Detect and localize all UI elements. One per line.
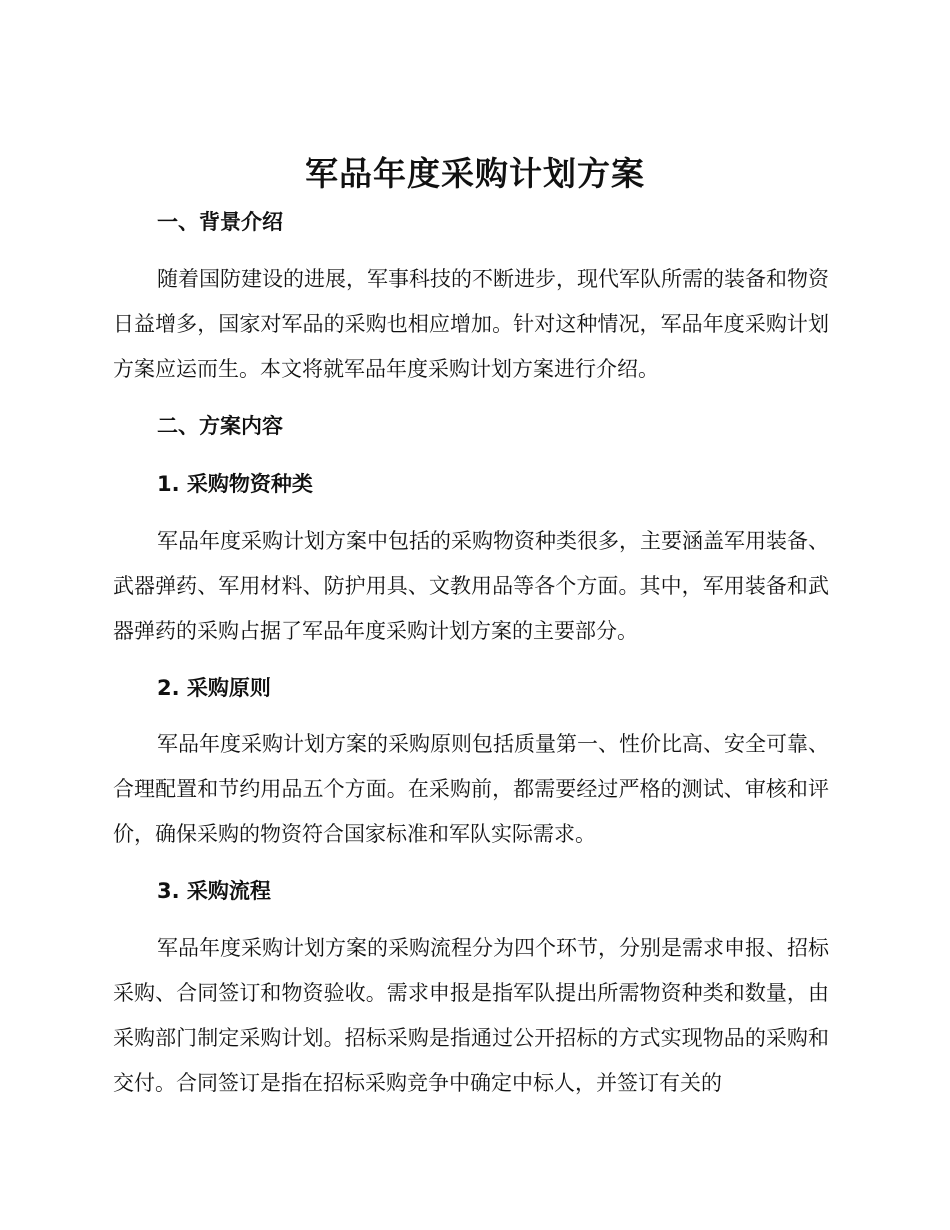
section-heading-background: 一、背景介绍 — [157, 210, 283, 234]
section-heading-procurement-process: 3. 采购流程 — [157, 879, 271, 903]
section-paragraph-procurement-categories: 军品年度采购计划方案中包括的采购物资种类很多，主要涵盖军用装备、武器弹药、军用材料、防护用具、文教用品等各个方面。其中，军用装备和武器弹药的采购占据了军品年度采购计划方案的主要部分。 — [113, 529, 829, 643]
section-heading-plan-content: 二、方案内容 — [157, 414, 283, 438]
document-title: 军品年度采购计划方案 — [305, 154, 645, 193]
section-heading-procurement-principles: 2. 采购原则 — [157, 676, 271, 700]
section-paragraph-procurement-principles: 军品年度采购计划方案的采购原则包括质量第一、性价比高、安全可靠、合理配置和节约用品五个方面。在采购前，都需要经过严格的测试、审核和评价，确保采购的物资符合国家标准和军队实际需求。 — [113, 732, 829, 846]
section-paragraph-procurement-process: 军品年度采购计划方案的采购流程分为四个环节，分别是需求申报、招标采购、合同签订和物资验收。需求申报是指军队提出所需物资种类和数量，由采购部门制定采购计划。招标采购是指通过公开招标的方式实现物品的采购和交付。合同签订是指在招标采购竞争中确定中标人，并签订有关的 — [113, 936, 829, 1095]
section-heading-procurement-categories: 1. 采购物资种类 — [157, 472, 313, 496]
section-paragraph-background: 随着国防建设的进展，军事科技的不断进步，现代军队所需的装备和物资日益增多，国家对军品的采购也相应增加。针对这种情况，军品年度采购计划方案应运而生。本文将就军品年度采购计划方案进行介绍。 — [113, 267, 829, 381]
